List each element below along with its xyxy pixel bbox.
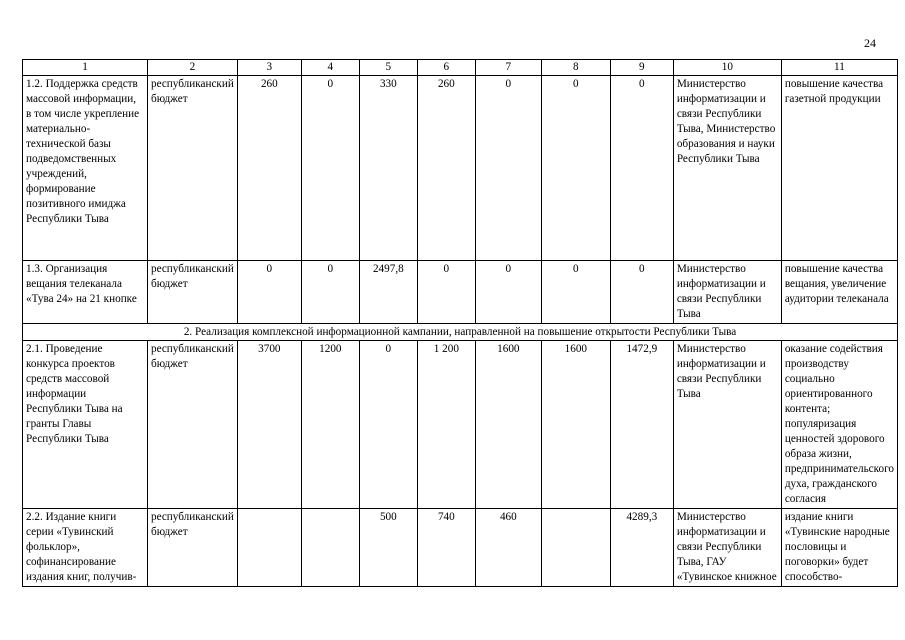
header-cell: 10 bbox=[673, 60, 781, 76]
page-number: 24 bbox=[864, 36, 876, 50]
header-cell: 3 bbox=[237, 60, 301, 76]
value-cell: 0 bbox=[475, 261, 541, 324]
executor-cell: Министерство информатизации и связи Республики Тыва bbox=[673, 341, 781, 509]
value-cell: 0 bbox=[301, 76, 359, 261]
funding-source-cell: республиканский бюджет bbox=[148, 341, 238, 509]
value-cell: 0 bbox=[417, 261, 475, 324]
header-cell: 9 bbox=[610, 60, 673, 76]
header-cell: 2 bbox=[148, 60, 238, 76]
header-cell: 4 bbox=[301, 60, 359, 76]
result-cell: повышение качества газетной продукции bbox=[781, 76, 897, 261]
value-cell: 0 bbox=[610, 76, 673, 261]
value-cell: 4289,3 bbox=[610, 509, 673, 587]
value-cell: 0 bbox=[301, 261, 359, 324]
result-cell: повышение качества вещания, увеличение аудитории телеканала bbox=[781, 261, 897, 324]
header-cell: 7 bbox=[475, 60, 541, 76]
value-cell bbox=[237, 509, 301, 587]
header-cell: 1 bbox=[23, 60, 148, 76]
header-cell: 6 bbox=[417, 60, 475, 76]
header-cell: 11 bbox=[781, 60, 897, 76]
table-row bbox=[23, 509, 898, 587]
section-row bbox=[23, 324, 898, 341]
activity-cell: 2.2. Издание книги серии «Тувинский фольклор», софинансирование издания книг, получив- bbox=[23, 509, 148, 587]
value-cell: 330 bbox=[359, 76, 417, 261]
activity-cell: 1.2. Поддержка средств массовой информации, в том числе укрепление материально-технической базы подведомственных учреждений, формирование позитивного имиджа Республики Тыва bbox=[23, 76, 148, 261]
value-cell: 0 bbox=[541, 261, 610, 324]
value-cell: 1600 bbox=[541, 341, 610, 509]
header-cell: 5 bbox=[359, 60, 417, 76]
value-cell: 1 200 bbox=[417, 341, 475, 509]
value-cell: 0 bbox=[610, 261, 673, 324]
result-cell: издание книги «Тувинские народные пословицы и поговорки» будет способство- bbox=[781, 509, 897, 587]
funding-source-cell: республиканский бюджет bbox=[148, 76, 238, 261]
value-cell: 1200 bbox=[301, 341, 359, 509]
value-cell: 260 bbox=[417, 76, 475, 261]
value-cell: 500 bbox=[359, 509, 417, 587]
executor-cell: Министерство информатизации и связи Республики Тыва bbox=[673, 261, 781, 324]
header-row bbox=[23, 60, 898, 76]
table-row bbox=[23, 76, 898, 261]
value-cell: 460 bbox=[475, 509, 541, 587]
value-cell: 0 bbox=[237, 261, 301, 324]
value-cell bbox=[541, 509, 610, 587]
value-cell: 2497,8 bbox=[359, 261, 417, 324]
activity-cell: 1.3. Организация вещания телеканала «Тува 24» на 21 кнопке bbox=[23, 261, 148, 324]
section-title: 2. Реализация комплексной информационной кампании, направленной на повышение открытости Республики Тыва bbox=[23, 324, 898, 341]
funding-source-cell: республиканский бюджет bbox=[148, 509, 238, 587]
value-cell: 3700 bbox=[237, 341, 301, 509]
activity-cell: 2.1. Проведение конкурса проектов средств массовой информации Республики Тыва на гранты Главы Республики Тыва bbox=[23, 341, 148, 509]
value-cell bbox=[301, 509, 359, 587]
value-cell: 1472,9 bbox=[610, 341, 673, 509]
value-cell: 740 bbox=[417, 509, 475, 587]
value-cell: 0 bbox=[475, 76, 541, 261]
value-cell: 0 bbox=[541, 76, 610, 261]
table-row bbox=[23, 341, 898, 509]
result-cell: оказание содействия производству социально ориентированного контента; популяризация ценностей здорового образа жизни, предпринимательского духа, гражданского согласия bbox=[781, 341, 897, 509]
value-cell: 260 bbox=[237, 76, 301, 261]
program-table bbox=[22, 59, 898, 587]
executor-cell: Министерство информатизации и связи Республики Тыва, ГАУ «Тувинское книжное bbox=[673, 509, 781, 587]
header-cell: 8 bbox=[541, 60, 610, 76]
table-row bbox=[23, 261, 898, 324]
value-cell: 0 bbox=[359, 341, 417, 509]
funding-source-cell: республиканский бюджет bbox=[148, 261, 238, 324]
executor-cell: Министерство информатизации и связи Республики Тыва, Министерство образования и науки Республики Тыва bbox=[673, 76, 781, 261]
value-cell: 1600 bbox=[475, 341, 541, 509]
